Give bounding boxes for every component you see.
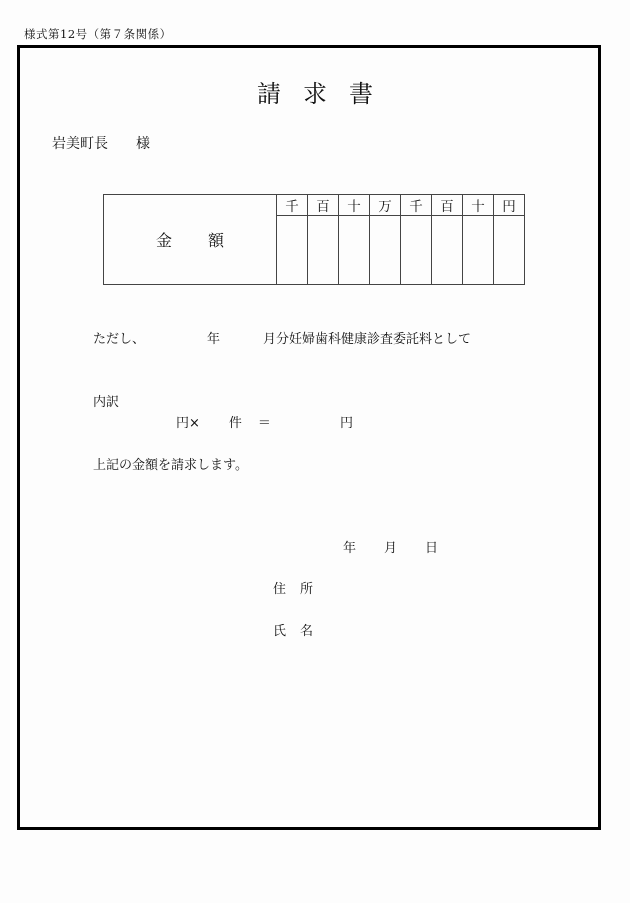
digit-input-cell[interactable] [370,216,401,285]
breakdown-count-unit: 件 [228,416,242,431]
breakdown-total-unit: 円 [339,416,353,431]
purpose-suffix: 月分妊婦歯科健康診査委託料として [263,332,472,347]
breakdown-heading: 内訳 [93,395,120,410]
digit-header: 十 [339,195,370,216]
form-number-label: 様式第12号（第７条関係） [24,27,172,41]
breakdown-yen-times: 円× [176,416,200,431]
date-month: 月 [384,541,398,556]
digit-header: 千 [401,195,432,216]
request-statement: 上記の金額を請求します。 [93,458,248,473]
addressee-honorific: 様 [136,136,150,152]
amount-table [103,194,525,285]
digit-input-cell[interactable] [339,216,370,285]
digit-input-cell[interactable] [308,216,339,285]
digit-header: 百 [432,195,463,216]
breakdown-equals: ＝ [257,416,271,431]
digit-header: 万 [370,195,401,216]
digit-header: 千 [277,195,308,216]
digit-header: 円 [494,195,525,216]
address-label: 住所 [273,582,328,597]
date-day: 日 [425,541,439,556]
digit-input-cell[interactable] [463,216,494,285]
form-frame [17,45,601,830]
breakdown-line [176,412,353,431]
document-title: 請求書 [257,80,395,108]
name-label: 氏名 [273,624,328,639]
purpose-year-unit: 年 [207,332,221,347]
addressee-name: 岩美町長 [52,136,108,152]
purpose-prefix: ただし、 [93,332,146,347]
date-line [343,537,438,556]
amount-label: 金額 [104,195,277,285]
addressee [52,133,150,153]
digit-header: 十 [463,195,494,216]
digit-header: 百 [308,195,339,216]
digit-input-cell[interactable] [401,216,432,285]
digit-input-cell[interactable] [277,216,308,285]
date-year: 年 [343,541,357,556]
digit-input-cell[interactable] [494,216,525,285]
digit-input-cell[interactable] [432,216,463,285]
purpose-line [93,328,471,347]
